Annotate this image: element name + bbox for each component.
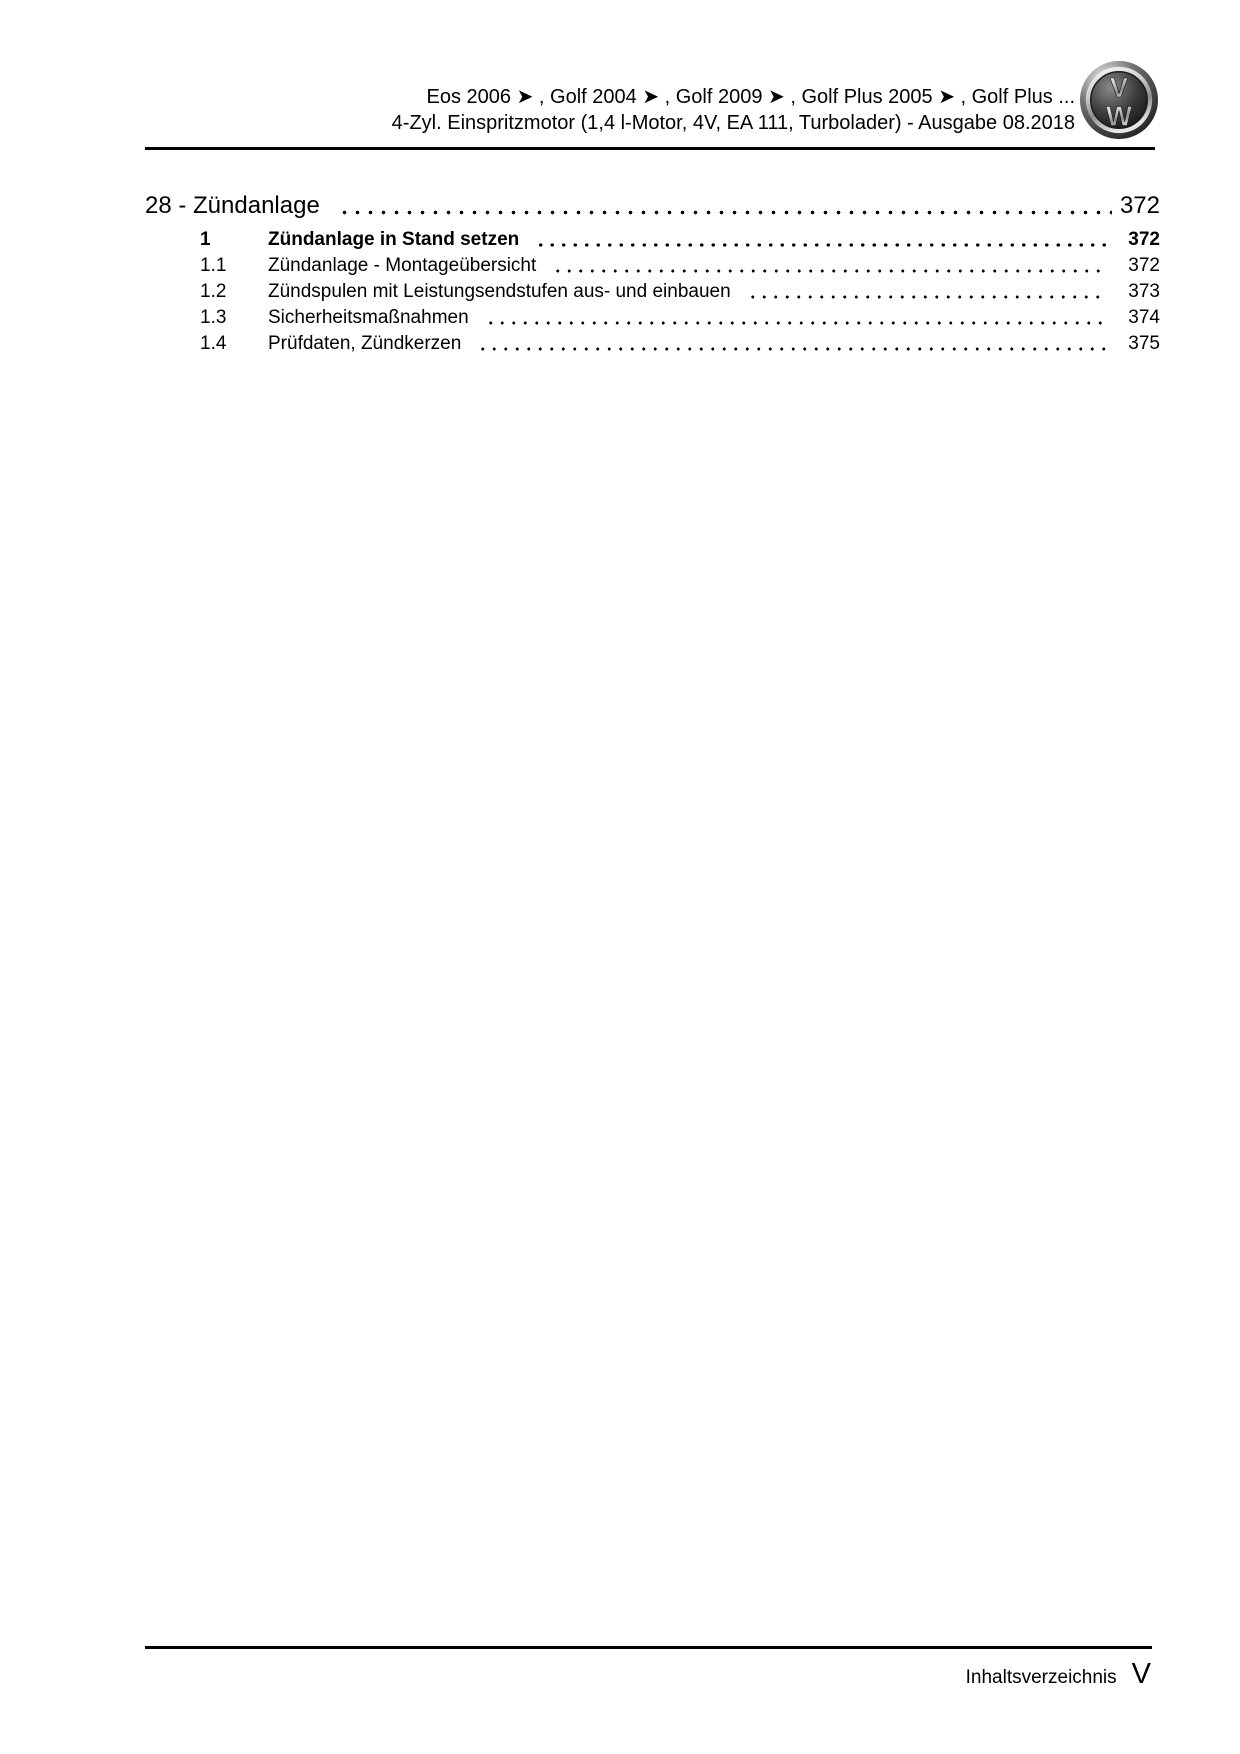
toc-entry-title: Sicherheitsmaßnahmen [268,307,469,328]
toc-entry-number: 1.1 [200,255,227,276]
toc-chapter-page: 372 [1119,192,1160,219]
toc-entry-row [145,255,1160,277]
toc-entry-row [145,333,1160,355]
toc-entry-title: Zündanlage in Stand setzen [268,229,520,250]
table-of-contents [145,192,1160,355]
dot-leader [338,210,1112,215]
dot-leader [477,347,1107,351]
vw-logo-letter-v: V [1109,72,1129,104]
toc-entry-title: Prüfdaten, Zündkerzen [268,333,462,354]
toc-chapter-title: 28 - Zündanlage [145,192,320,219]
page-footer [966,1658,1151,1691]
footer-page-number: V [1131,1658,1151,1690]
toc-entry-page: 372 [1128,229,1160,250]
footer-rule [145,1646,1152,1649]
header-engine-line: 4-Zyl. Einspritzmotor (1,4 l-Motor, 4V, EA 111, Turbolader) - Ausgabe 08.2018 [391,112,1075,134]
toc-entry-title: Zündanlage - Montageübersicht [268,255,537,276]
toc-entry-page: 375 [1128,333,1160,354]
vw-logo-icon [1080,61,1158,139]
toc-entry-row [145,307,1160,329]
header-rule [145,147,1155,150]
toc-entry-row [145,229,1160,251]
vw-logo-letter-w: W [1106,100,1132,132]
toc-entry-number: 1.4 [200,333,227,354]
toc-entry-number: 1.3 [200,307,227,328]
dot-leader [747,295,1107,299]
toc-entry-page: 373 [1128,281,1160,302]
toc-entry-page: 374 [1128,307,1160,328]
dot-leader [552,269,1107,273]
dot-leader [535,243,1107,247]
toc-entry-number: 1 [200,229,211,250]
toc-entry-row [145,281,1160,303]
toc-entry-title: Zündspulen mit Leistungsendstufen aus- und einbauen [268,281,731,302]
footer-section-label: Inhaltsverzeichnis [965,1667,1117,1688]
page-header [392,84,1075,136]
dot-leader [485,321,1107,325]
toc-chapter-row [145,192,1160,220]
toc-entry-number: 1.2 [200,281,227,302]
toc-entry-page: 372 [1128,255,1160,276]
header-models-line: Eos 2006 ➤ , Golf 2004 ➤ , Golf 2009 ➤ , Golf Plus 2005 ➤ , Golf Plus ... [426,86,1075,108]
